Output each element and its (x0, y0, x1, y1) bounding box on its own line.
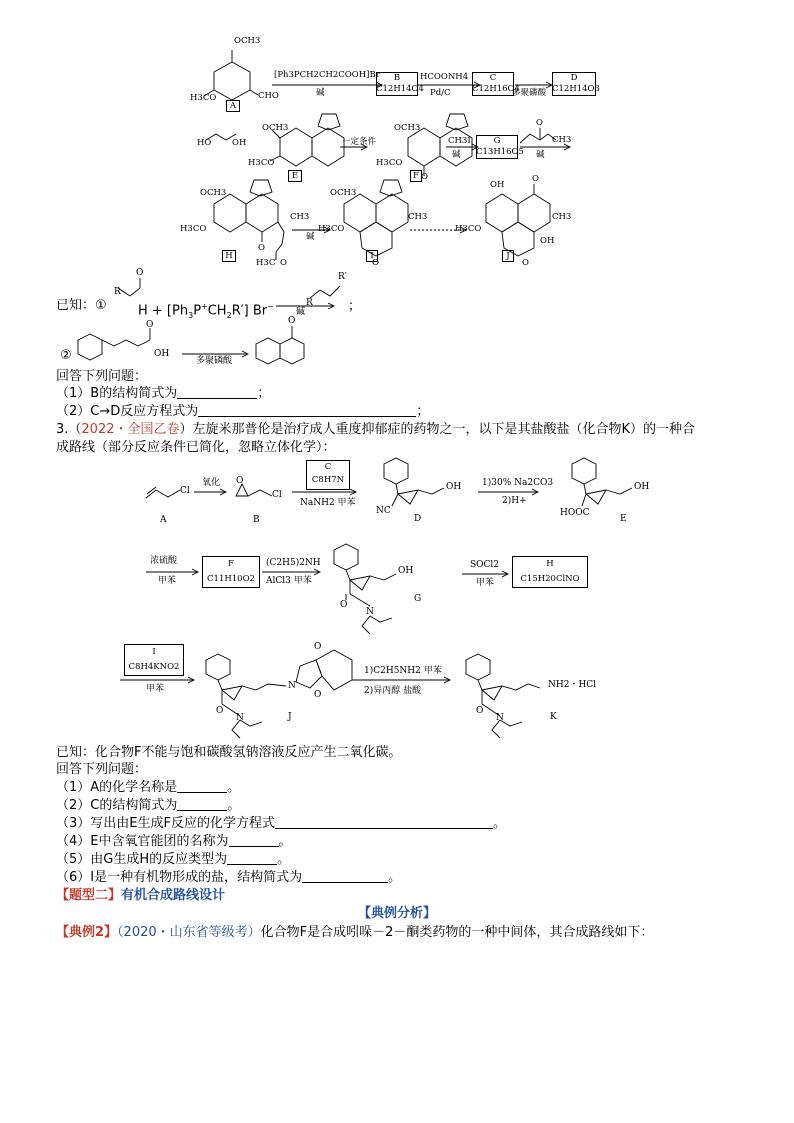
p3-q3-end: 。 (492, 816, 506, 831)
p3-q5 (56, 851, 290, 868)
F-och3: OCH3 (394, 123, 421, 133)
q1-text: （1）B的结构简式为 (56, 386, 178, 401)
label-E: E (291, 171, 299, 181)
s2-reagent-H2: 甲苯 (476, 578, 495, 588)
s2-reagent-G2: AlCl3 甲苯 (266, 576, 312, 586)
p3-q3-blank[interactable] (275, 815, 493, 829)
problem-3-text1: ）左旋米那普伦是治疗成人重度抑郁症的药物之一，以下是其盐酸盐（化合物K）的一种合 (179, 422, 696, 437)
questions-1-intro: 回答下列问题： (56, 369, 148, 384)
s2-n-G: N (366, 607, 374, 617)
J-ch3: CH3 (552, 212, 572, 222)
known-o: O (136, 268, 144, 278)
J-h3co: H3CO (455, 224, 482, 234)
box-G-label: G (493, 136, 501, 146)
catalyst-2: Pd/C (430, 88, 451, 98)
known-r-product: R (306, 298, 313, 308)
s2-k-n: N (496, 713, 504, 723)
J-o: O (532, 174, 539, 184)
cho-label: CHO (258, 91, 279, 101)
s2-oxidation: 氧化 (202, 478, 221, 488)
reagent-1: [Ph3PCH2CH2COOH]Br (274, 70, 380, 80)
p3-q3 (56, 815, 506, 832)
s2-label-E: E (620, 514, 627, 524)
box-C-formula: C12H16O4 (472, 84, 520, 94)
reagent-2: HCOONH4 (420, 72, 469, 82)
h3co-label: H3CO (190, 93, 217, 103)
known-base: 碱 (296, 307, 306, 317)
s2-box-I-formula: C8H4KNO2 (128, 662, 180, 672)
F-o: O (421, 172, 428, 182)
p3-q2-blank[interactable] (177, 797, 227, 811)
box-D-label: D (570, 73, 578, 83)
och3-label: OCH3 (234, 36, 261, 46)
p3-q2 (56, 797, 240, 814)
p3-q1-end: 。 (227, 780, 241, 795)
s2-solvent-J: 甲苯 (146, 684, 165, 694)
s2-label-G: G (414, 594, 422, 604)
s2-box-F-formula: C11H10O2 (207, 574, 255, 584)
I-ch3: CH3 (408, 212, 428, 222)
s2-box-F-label: F (228, 559, 234, 569)
type-label: 【题型二】 (56, 888, 122, 903)
p3-q1 (56, 779, 240, 796)
p3-q2-end: 。 (227, 798, 241, 813)
s2-box-C-formula: C8H7N (311, 475, 345, 485)
base-G: 碱 (452, 150, 461, 160)
type-heading (56, 887, 225, 904)
box-B-formula: C12H14O4 (376, 84, 424, 94)
I-och3: OCH3 (330, 188, 357, 198)
known-r-prime: R′ (338, 272, 347, 282)
s2-box-I-label: I (152, 647, 156, 657)
box-C-label: C (489, 73, 497, 83)
known-prefix: 已知：① (56, 298, 107, 313)
known2-o: O (146, 320, 154, 330)
diol-oh: OH (232, 138, 247, 148)
s2-nh2hcl: NH2・HCl (548, 680, 597, 690)
label-I: I (370, 251, 374, 261)
problem-3-source: 2022・全国乙卷 (81, 422, 180, 437)
s2-hooc: HOOC (560, 508, 590, 518)
H-o: O (258, 243, 265, 253)
enone-ch3: CH3 (552, 135, 572, 145)
s2-oh-D: OH (446, 482, 462, 492)
reagent-G: CH3I (448, 136, 471, 146)
s2-j-o: O (216, 706, 224, 716)
s2-cond-E1: 1)30% Na2CO3 (482, 478, 554, 488)
s2-j-o-bottom: O (314, 690, 322, 700)
s2-cond-K1: 1)C2H5NH2 甲苯 (364, 666, 442, 676)
s2-label-B: B (253, 515, 260, 525)
H-h3c: H3C (256, 258, 276, 268)
s2-o-G: O (340, 600, 348, 610)
I-o: O (372, 258, 379, 268)
s2-cond-F2: 甲苯 (158, 576, 177, 586)
p3-intro: 回答下列问题： (56, 762, 148, 777)
p3-known: 已知：化合物F不能与饱和碳酸氢钠溶液反应产生二氧化碳。 (56, 745, 402, 760)
known2-ppa: 多聚磷酸 (196, 356, 233, 366)
p3-q4-blank[interactable] (229, 833, 279, 847)
example-2-line (56, 924, 653, 941)
q1-end: ； (257, 386, 271, 401)
box-B-label: B (393, 73, 401, 83)
box-G-formula: C13H16O5 (476, 147, 524, 157)
s2-box-H-formula: C15H20ClNO (520, 574, 580, 584)
s2-reagent-G1: (C2H5)2NH (266, 558, 321, 568)
s2-reagent-H1: SOCl2 (470, 560, 500, 570)
enone-o: O (536, 118, 543, 128)
p3-q4-end: 。 (278, 834, 292, 849)
known2-oh: OH (154, 349, 170, 359)
known2-product-o: O (288, 316, 296, 326)
analysis-heading: 【典例分析】 (357, 906, 436, 921)
problem-3-number: 3.（ (56, 422, 82, 437)
s2-nc: NC (376, 506, 391, 516)
p3-q1-blank[interactable] (177, 779, 227, 793)
known-r: R (114, 287, 121, 297)
p3-q2-text: （2）C的结构简式为 (56, 798, 178, 813)
p3-q1-text: （1）A的化学名称是 (56, 780, 178, 795)
p3-q6 (56, 869, 401, 886)
s2-label-J: J (288, 712, 292, 722)
s2-cond-E2: 2)H+ (502, 496, 527, 506)
s2-oh-G: OH (398, 566, 414, 576)
s2-j-o-top: O (314, 642, 322, 652)
s2-cl-B: Cl (272, 490, 282, 500)
J-oh: OH (490, 180, 505, 190)
example-source: （2020・山东省等级考） (117, 925, 261, 940)
diol-ho: HO (197, 138, 212, 148)
type-title: 有机合成路线设计 (121, 888, 226, 903)
base-H: 碱 (306, 232, 315, 242)
s2-box-H-label: H (546, 559, 554, 569)
q2-end: ； (416, 404, 430, 419)
s2-epoxide-o: O (236, 476, 244, 486)
s2-k-o: O (476, 706, 484, 716)
known-semicolon: ； (348, 299, 362, 314)
J-oh2: OH (540, 236, 555, 246)
label-F: F (413, 171, 419, 181)
I-h3co: H3CO (318, 224, 345, 234)
known-h-plus: $H + [Ph_3P^+CH_2R']$ Br− (138, 302, 274, 320)
p3-q4 (56, 833, 292, 850)
s2-cond-F1: 浓硫酸 (150, 556, 178, 566)
H-h3co: H3CO (180, 224, 207, 234)
s2-cl-A: Cl (180, 486, 190, 496)
problem-3-line2: 成路线（部分反应条件已简化，忽略立体化学）： (56, 440, 336, 455)
s2-j-n: N (288, 681, 296, 691)
base-after-G: 碱 (536, 150, 545, 160)
s2-label-D: D (414, 514, 422, 524)
box-D-formula: C12H14O3 (552, 84, 600, 94)
H-och3: OCH3 (200, 188, 227, 198)
H-ch3: CH3 (290, 212, 310, 222)
E-h3co: H3CO (248, 158, 275, 168)
reagent-3: 多聚磷酸 (512, 88, 547, 98)
q2-text: （2）C→D反应方程式为 (56, 404, 199, 419)
F-h3co: H3CO (376, 158, 403, 168)
p3-q5-blank[interactable] (227, 851, 277, 865)
base-1: 碱 (316, 88, 325, 98)
p3-q5-end: 。 (277, 852, 291, 867)
label-H: H (225, 251, 233, 261)
s2-j-n2: N (236, 713, 244, 723)
s2-label-K: K (550, 712, 557, 722)
E-och3: OCH3 (262, 123, 289, 133)
s2-reagent-D: NaNH2 甲苯 (300, 498, 356, 508)
known-item2: ② (60, 348, 72, 363)
p3-q6-end: 。 (388, 870, 402, 885)
s2-label-A: A (160, 515, 167, 525)
p3-q3-text: （3）写出由E生成F反应的化学方程式 (56, 816, 275, 831)
s2-box-C-label: C (324, 462, 332, 472)
p3-q6-blank[interactable] (302, 869, 388, 883)
p3-q5-text: （5）由G生成H的反应类型为 (56, 852, 228, 867)
label-A: A (229, 101, 237, 111)
p3-q4-text: （4）E中含氧官能团的名称为 (56, 834, 229, 849)
J-o2: O (522, 258, 529, 268)
p3-q6-text: （6）I是一种有机物形成的盐，结构简式为 (56, 870, 303, 885)
example-label: 【典例2】 (56, 925, 118, 940)
label-J: J (506, 251, 510, 261)
condition-E: 一定条件 (342, 137, 377, 147)
example-text: 化合物F是合成吲哚－2－酮类药物的一种中间体，其合成路线如下： (260, 925, 654, 940)
s2-oh-E: OH (634, 482, 650, 492)
H-o2: O (280, 258, 287, 268)
s2-cond-K2: 2)异丙醇 盐酸 (364, 686, 422, 696)
